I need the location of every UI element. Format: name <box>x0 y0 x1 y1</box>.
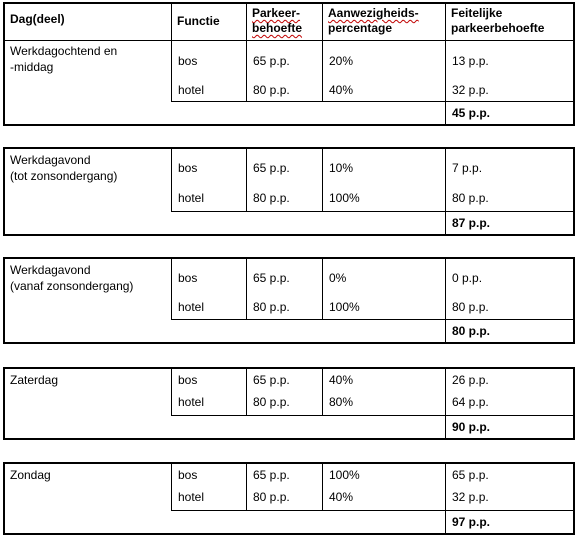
behoefte-cell: 80 p.p. <box>253 191 290 205</box>
col-divider <box>246 4 247 101</box>
behoefte-cell: 65 p.p. <box>253 271 290 285</box>
feitelijk-cell: 32 p.p. <box>452 490 489 504</box>
percentage-cell: 20% <box>329 54 354 68</box>
functie-cell: hotel <box>178 490 205 504</box>
row-divider <box>171 415 573 416</box>
col-divider <box>246 149 247 211</box>
functie-cell: bos <box>178 161 198 175</box>
col-divider <box>171 4 172 101</box>
functie-cell: bos <box>178 468 198 482</box>
col-divider <box>445 4 446 124</box>
percentage-cell: 100% <box>329 468 360 482</box>
col-divider <box>246 369 247 415</box>
header-functie: Functie <box>177 14 220 28</box>
functie-cell: hotel <box>178 300 205 314</box>
behoefte-cell: 80 p.p. <box>253 395 290 409</box>
col-divider <box>445 369 446 438</box>
col-divider <box>246 259 247 319</box>
col-divider <box>322 369 323 415</box>
parking-table-saturday <box>3 367 575 440</box>
percentage-cell: 0% <box>329 271 347 285</box>
col-divider <box>445 259 446 342</box>
col-divider <box>322 464 323 510</box>
functie-cell: bos <box>178 54 198 68</box>
parking-table-weekday-evening-after-sunset <box>3 257 575 344</box>
col-divider <box>445 464 446 533</box>
header-feitelijke-parkeerbehoefte: Feitelijke parkeerbehoefte <box>451 6 545 35</box>
row-divider <box>5 40 573 41</box>
behoefte-cell: 80 p.p. <box>253 490 290 504</box>
col-divider <box>171 369 172 415</box>
parking-table-sunday <box>3 462 575 535</box>
feitelijk-cell: 7 p.p. <box>452 161 483 175</box>
day-label: Werkdagavond (vanaf zonsondergang) <box>10 263 134 293</box>
feitelijk-cell: 13 p.p. <box>452 54 489 68</box>
percentage-cell: 100% <box>329 191 360 205</box>
header-parkeerbehoefte: Parkeer- behoefte <box>252 6 303 35</box>
col-divider <box>322 4 323 101</box>
total-cell: 97 p.p. <box>452 515 491 529</box>
feitelijk-cell: 64 p.p. <box>452 395 489 409</box>
col-divider <box>322 259 323 319</box>
header-daydeel: Dag(deel) <box>10 12 65 26</box>
functie-cell: hotel <box>178 191 205 205</box>
functie-cell: hotel <box>178 395 205 409</box>
day-label: Werkdagavond (tot zonsondergang) <box>10 153 118 183</box>
day-label: Werkdagochtend en -middag <box>10 44 118 74</box>
col-divider <box>322 149 323 211</box>
percentage-cell: 100% <box>329 300 360 314</box>
behoefte-cell: 80 p.p. <box>253 300 290 314</box>
parking-table-weekday-evening-before-sunset <box>3 147 575 236</box>
total-cell: 87 p.p. <box>452 216 491 230</box>
header-aanwezigheidspercentage: Aanwezigheids- percentage <box>328 6 419 35</box>
functie-cell: bos <box>178 271 198 285</box>
feitelijk-cell: 32 p.p. <box>452 83 489 97</box>
percentage-cell: 40% <box>329 83 354 97</box>
total-cell: 80 p.p. <box>452 324 491 338</box>
row-divider <box>171 211 573 212</box>
col-divider <box>171 464 172 510</box>
behoefte-cell: 80 p.p. <box>253 83 290 97</box>
row-divider <box>171 510 573 511</box>
col-divider <box>246 464 247 510</box>
feitelijk-cell: 26 p.p. <box>452 373 489 387</box>
behoefte-cell: 65 p.p. <box>253 468 290 482</box>
behoefte-cell: 65 p.p. <box>253 161 290 175</box>
percentage-cell: 10% <box>329 161 354 175</box>
col-divider <box>171 259 172 319</box>
feitelijk-cell: 80 p.p. <box>452 300 489 314</box>
percentage-cell: 40% <box>329 490 354 504</box>
percentage-cell: 40% <box>329 373 354 387</box>
day-label: Zaterdag <box>10 373 59 387</box>
behoefte-cell: 65 p.p. <box>253 54 290 68</box>
functie-cell: bos <box>178 373 198 387</box>
row-divider <box>171 101 573 102</box>
col-divider <box>445 149 446 234</box>
feitelijk-cell: 80 p.p. <box>452 191 489 205</box>
feitelijk-cell: 65 p.p. <box>452 468 489 482</box>
parking-table-weekday-daytime <box>3 2 575 126</box>
row-divider <box>171 319 573 320</box>
col-divider <box>171 149 172 211</box>
total-cell: 45 p.p. <box>452 106 491 120</box>
day-label: Zondag <box>10 468 51 482</box>
total-cell: 90 p.p. <box>452 420 491 434</box>
behoefte-cell: 65 p.p. <box>253 373 290 387</box>
feitelijk-cell: 0 p.p. <box>452 271 483 285</box>
percentage-cell: 80% <box>329 395 354 409</box>
functie-cell: hotel <box>178 83 205 97</box>
